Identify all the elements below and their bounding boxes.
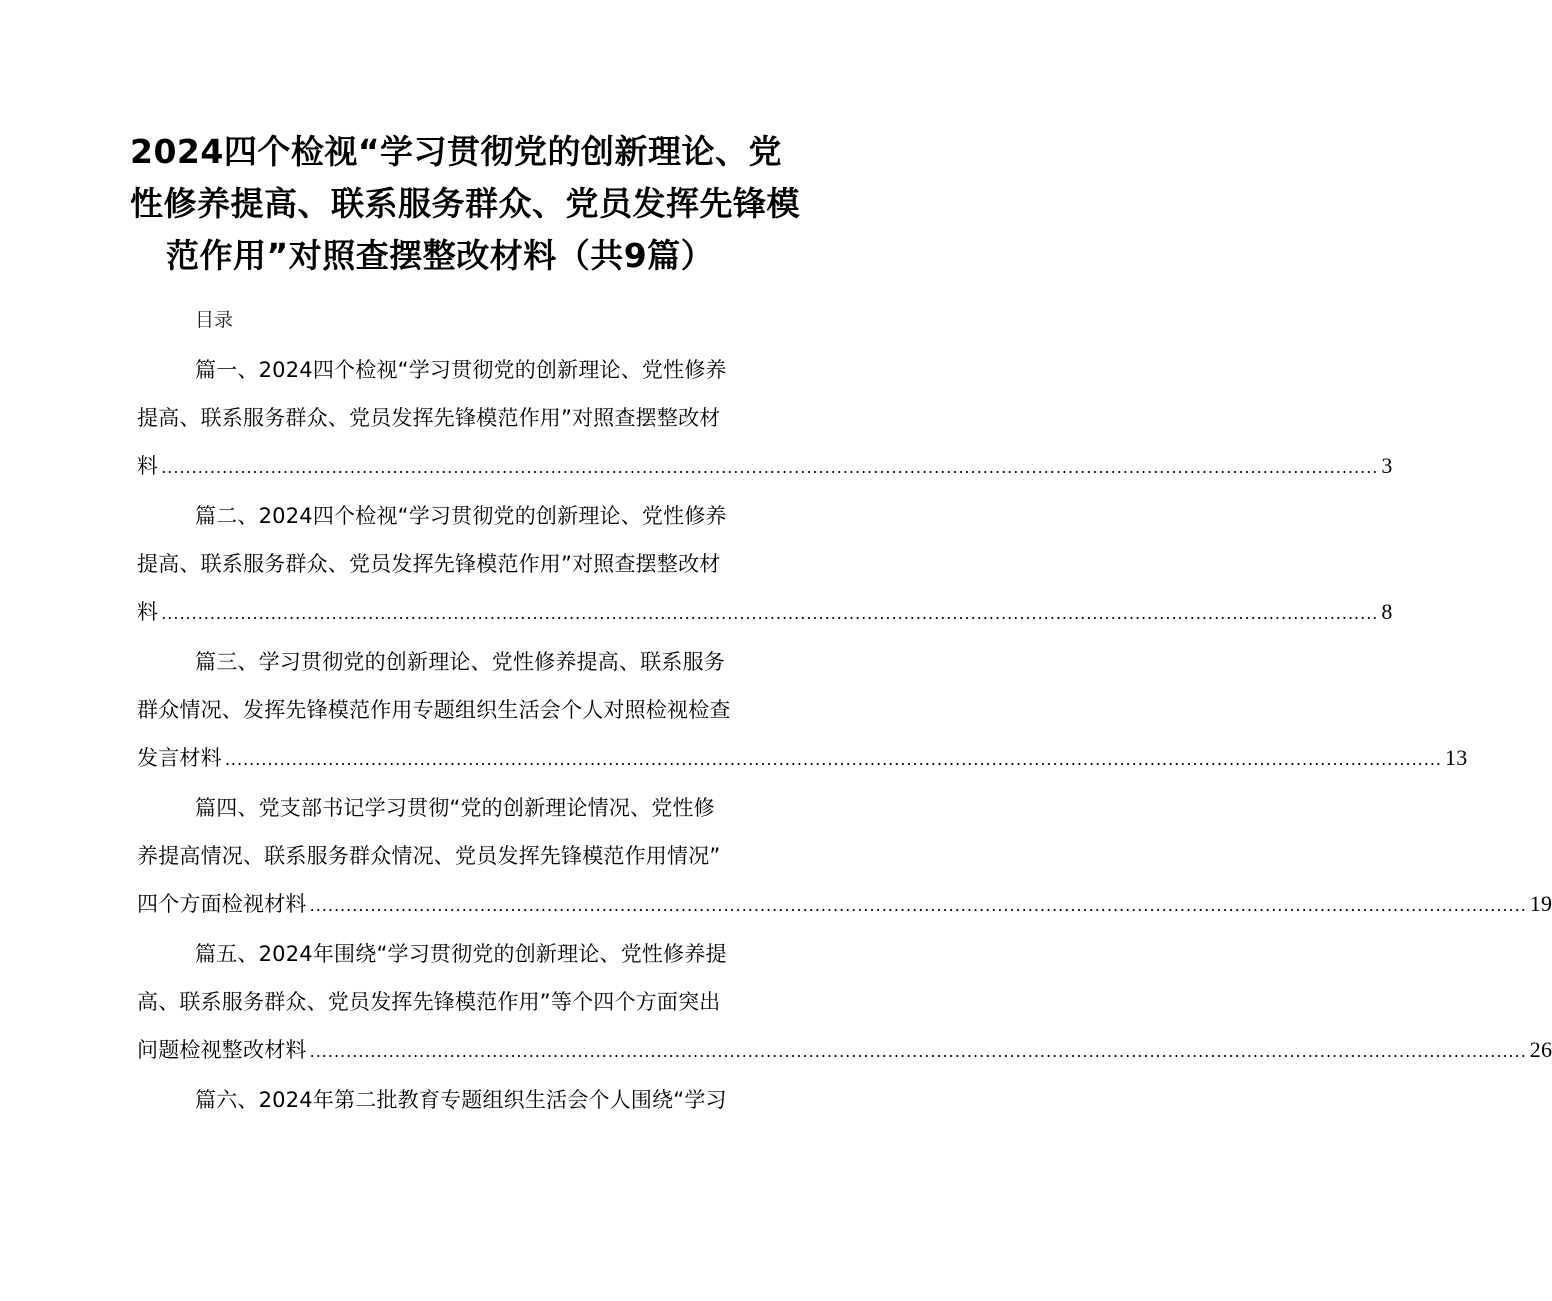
toc-entry-last-line xyxy=(137,734,1468,784)
table-of-contents xyxy=(137,346,1552,1124)
toc-entry[interactable] xyxy=(137,930,1552,1076)
toc-page-number: 26 xyxy=(1529,1037,1552,1062)
dot-leader: ........................................................................................................................................................................................................ xyxy=(161,604,1379,623)
toc-entry-text-line: 料 xyxy=(137,454,159,478)
toc-entry-last-line xyxy=(137,880,1552,930)
toc-entry[interactable] xyxy=(137,784,1552,930)
toc-heading: 目录 xyxy=(195,309,234,331)
toc-entry-last-line xyxy=(137,1026,1552,1076)
title-line: 2024四个检视“学习贯彻党的创新理论、党 xyxy=(130,132,783,171)
toc-entry-text-line: 篇四、党支部书记学习贯彻“党的创新理论情况、党性修 xyxy=(195,796,715,820)
toc-entry-text-line: 四个方面检视材料 xyxy=(137,892,307,916)
document-title xyxy=(130,126,800,282)
toc-entry[interactable] xyxy=(137,492,1393,638)
dot-leader: ........................................................................................................................................................................................................ xyxy=(224,750,1442,769)
toc-entry-text-line: 篇一、2024四个检视“学习贯彻党的创新理论、党性修养 xyxy=(195,358,727,382)
toc-entry[interactable] xyxy=(137,638,1468,784)
toc-entry[interactable] xyxy=(137,346,1393,492)
dot-leader: ........................................................................................................................................................................................................ xyxy=(309,1042,1527,1061)
dot-leader: ........................................................................................................................................................................................................ xyxy=(161,458,1379,477)
toc-entry-text-line: 篇二、2024四个检视“学习贯彻党的创新理论、党性修养 xyxy=(195,504,727,528)
toc-entry-last-line xyxy=(137,442,1393,492)
toc-entry-text-line: 提高、联系服务群众、党员发挥先锋模范作用”对照查摆整改材 xyxy=(137,552,721,576)
toc-entry-last-line xyxy=(137,588,1393,638)
toc-entry-text-line: 篇三、学习贯彻党的创新理论、党性修养提高、联系服务 xyxy=(195,650,725,674)
title-line: 性修养提高、联系服务群众、党员发挥先锋模 xyxy=(130,184,800,223)
toc-entry-text-line: 高、联系服务群众、党员发挥先锋模范作用”等个四个方面突出 xyxy=(137,990,721,1014)
toc-entry-text-line: 篇六、2024年第二批教育专题组织生活会个人围绕“学习 xyxy=(195,1088,727,1112)
dot-leader: ........................................................................................................................................................................................................ xyxy=(309,896,1527,915)
toc-entry-text-line: 群众情况、发挥先锋模范作用专题组织生活会个人对照检视检查 xyxy=(137,698,731,722)
toc-entry-text-line: 篇五、2024年围绕“学习贯彻党的创新理论、党性修养提 xyxy=(195,942,727,966)
toc-entry-text-line: 料 xyxy=(137,600,159,624)
toc-entry-text-line: 发言材料 xyxy=(137,746,222,770)
toc-entry[interactable] xyxy=(137,1076,787,1124)
toc-entry-text-line: 提高、联系服务群众、党员发挥先锋模范作用”对照查摆整改材 xyxy=(137,406,721,430)
toc-page-number: 19 xyxy=(1529,891,1552,916)
toc-entry-text-line: 问题检视整改材料 xyxy=(137,1038,307,1062)
toc-page-number: 13 xyxy=(1445,745,1468,770)
toc-page-number: 3 xyxy=(1381,453,1393,478)
title-line: 范作用”对照查摆整改材料（共9篇） xyxy=(166,236,715,275)
toc-entry-text-line: 养提高情况、联系服务群众情况、党员发挥先锋模范作用情况” xyxy=(137,844,721,868)
toc-page-number: 8 xyxy=(1381,599,1393,624)
